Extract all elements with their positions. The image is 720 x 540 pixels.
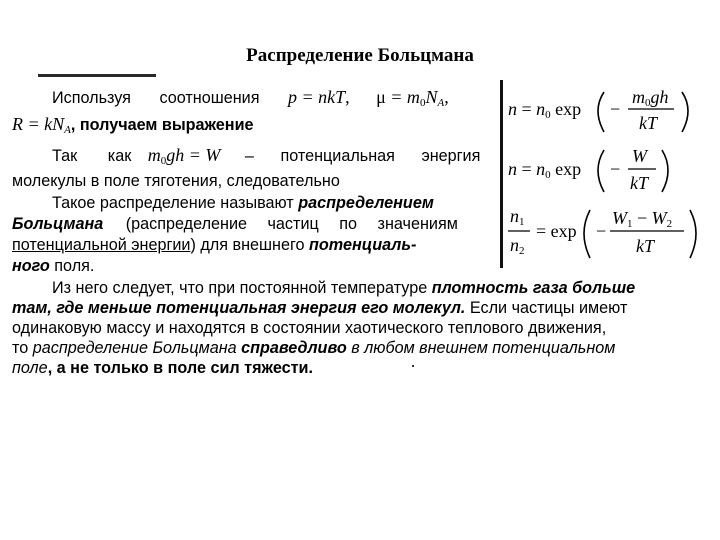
word-potentsialnaya: потенциальная [280,147,395,165]
equation-mu: $\mu = m_0NA$ [376,87,445,109]
svg-text:kT: kT [630,173,648,193]
equation-R-kNA: R = kNA [12,114,71,136]
svg-text:−: − [610,99,621,119]
text-to: то [12,339,33,357]
text-ne-tolko: , а не только в поле сил тяжести. [47,359,313,377]
text-line-5 [52,193,434,213]
text-tam-gde: там, где меньше потенциальная энергия его молекул. [12,299,466,317]
scan-dot [412,365,414,367]
text-line-13 [12,358,313,378]
formula-boltzmann-ratio [506,202,710,264]
text-pole: поле [12,359,48,377]
word-ispolzuya: Используя [52,89,131,107]
word-kak: как [107,147,132,165]
svg-text:n2: n2 [510,235,525,257]
text-potentsialnoy-energii: потенциальной энергии [12,236,191,254]
text-dlya-vneshnego: ) для внешнего [190,236,310,254]
text-v-lyubom: в любом внешнем потенциальном [346,339,616,357]
svg-text:kT: kT [636,236,654,256]
word-energiya: энергия [421,147,481,165]
term-boltsmana: Больцмана [12,215,104,233]
word-raspredelenie: (распределение [125,215,247,233]
text-line-7 [12,235,416,255]
text-raspredelenie-boltsmana: распределение Больцмана [32,339,237,357]
word-chastits: частиц [267,215,319,233]
svg-text:W1 − W2: W1 − W2 [612,208,673,230]
text-iz-nego: Из него следует, что при постоянной температуре [52,279,432,297]
term-nogo: ного [12,257,50,275]
vertical-divider [500,80,503,268]
text-line-1 [52,87,449,113]
page-title: Распределение Больцмана [246,45,474,66]
text-line-12 [12,338,615,358]
svg-text:W: W [632,146,647,166]
term-raspredeleniem: распределением [298,194,434,212]
text-esli-chastitsy: Если частицы имеют [465,299,628,317]
svg-text:n = n0 exp: n = n0 exp [508,99,582,121]
text-line-2 [12,114,254,140]
comma: , [345,87,350,107]
text-line-9 [52,278,635,298]
dash: – [244,147,254,165]
svg-text:m0gh: m0gh [632,87,669,109]
term-potentsial: потенциаль- [309,236,417,254]
svg-text:−: − [596,221,607,241]
text-line-3 [52,145,480,171]
formula-boltzmann-2 [506,142,702,198]
text-line-8 [12,256,94,276]
svg-text:−: − [610,159,621,179]
svg-text:= exp: = exp [536,221,577,241]
word-tak: Так [52,147,78,165]
text-spravedlivo: справедливо [236,339,347,357]
equation-p-nkT: p = nkT [287,87,346,107]
formula-boltzmann-1 [506,82,702,138]
word-znacheniyam: значениям [377,215,458,233]
svg-text:kT: kT [639,113,657,133]
text-line-6 [12,214,458,234]
text-takoe: Такое распределение называют [52,194,299,212]
word-po: по [339,215,358,233]
comma: , [444,87,449,107]
text-line-10 [12,298,627,318]
svg-text:n1: n1 [510,206,525,228]
equation-m0gh-W: $m_0gh = W$ [147,145,221,167]
text-line-4: молекулы в поле тяготения, следовательно [12,172,340,190]
word-sootnosheniya: соотношения [159,89,260,107]
text-line-11: одинаковую массу и находятся в состоянии хаотического теплового движения, [12,319,607,337]
text-poluchaem: , получаем выражение [70,116,254,134]
text-polya: поля. [49,257,95,275]
scan-artifact-bar [38,74,156,77]
text-plotnost: плотность газа больше [431,279,636,297]
svg-text:n = n0 exp: n = n0 exp [508,159,582,181]
